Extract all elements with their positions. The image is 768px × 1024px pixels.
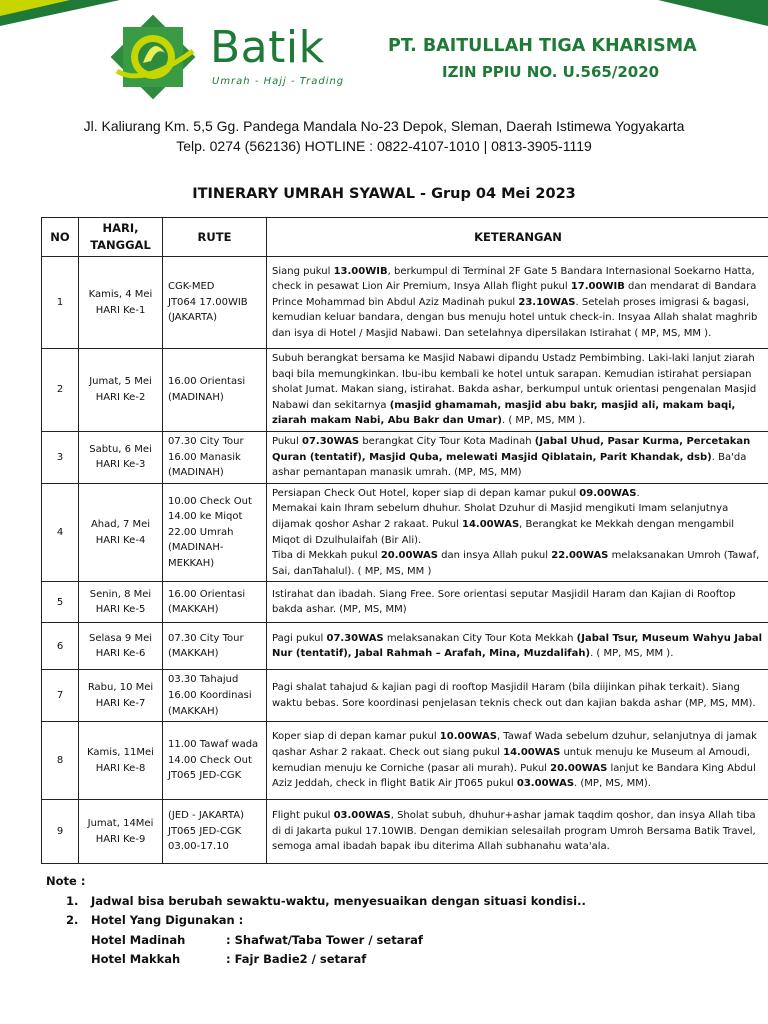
route-line: JT065 JED-CGK [168,825,242,837]
description-highlight: 09.00WAS [579,487,637,499]
row-route [163,431,267,483]
description-text: lanjut ke Bandara King Abdul Aziz Jeddah, check in flight Batik Air JT065 pukul [272,762,756,790]
row-day-number: HARI Ke-6 [95,648,146,660]
table-row [42,722,768,800]
route-line: 14.00 Check Out [168,754,252,766]
row-day [79,257,163,349]
header-day-line2: TANGGAL [90,238,151,252]
row-day-number: HARI Ke-2 [95,391,146,403]
row-description [267,582,768,623]
row-route [163,670,267,722]
row-day [79,483,163,582]
row-number: 7 [42,670,79,722]
description-highlight: 03.00WAS [333,810,391,822]
table-row [42,582,768,623]
itinerary-body [42,257,768,864]
description-highlight: 07.30WAS [326,632,384,644]
description-highlight: 13.00WIB [333,265,388,277]
route-line: 07.30 City Tour [168,435,244,447]
description-text: Tiba di Mekkah pukul [272,550,381,562]
description-text: Persiapan Check Out Hotel, koper siap di depan kamar pukul [272,487,580,499]
row-day [79,349,163,432]
row-description [267,623,768,670]
row-day-number: HARI Ke-7 [95,697,146,709]
route-line: 22.00 Umrah [168,526,234,538]
route-line: (MAKKAH) [168,604,219,616]
row-date: Kamis, 4 Mei [88,288,153,300]
hotel-name: : Fajr Badie2 / setaraf [226,952,367,966]
row-description [267,722,768,800]
table-row [42,431,768,483]
hotel-name: : Shafwat/Taba Tower / setaraf [226,932,423,947]
description-text: untuk menuju ke Museum al Amoudi, kemudian menuju ke Corniche (pasar ali murah). Pukul [272,747,751,774]
row-day [79,722,163,800]
row-description [267,670,768,722]
row-number: 1 [42,257,79,349]
route-line: JT065 JED-CGK [168,770,242,782]
row-route [163,800,267,864]
row-day-number: HARI Ke-1 [95,304,146,316]
description-text: Koper siap di depan kamar pukul [272,731,440,743]
row-description [267,431,768,483]
row-number: 8 [42,722,79,800]
row-number: 6 [42,623,79,670]
row-date: Selasa 9 Mei [88,632,153,644]
row-description [267,800,768,864]
row-date: Kamis, 11Mei [87,747,154,758]
description-text: . ( MP, MS, MM ). [501,415,586,427]
row-number: 9 [42,800,79,864]
brand-name: Batik [210,22,325,73]
page-title: ITINERARY UMRAH SYAWAL - Grup 04 Mei 2023 [192,186,576,202]
description-highlight: 20.00WAS [380,550,438,562]
description-highlight: 23.10WAS [518,296,576,308]
note-number: 2. [66,913,79,927]
description-highlight: (Jabal Tsur, Museum Wahyu Jabal Nur (tentatif), Jabal Rahmah – Arafah, Mina, Muzdalifah) [272,632,763,660]
description-text: , Sholat subuh, dhuhur+ashar jamak taqdim qoshor, dan insya Allah tiba di di Jakarta pukul 17.10WIB. Dengan demikian selesailah program Umroh Bersama Batik Travel, semoga amal ibadah bapak ibu diterima Allah subhanahu wata'ala. [272,810,756,853]
license-number: IZIN PPIU NO. U.565/2020 [442,63,660,81]
table-header-row [42,218,768,257]
row-day-number: HARI Ke-9 [95,833,146,845]
row-number: 4 [42,483,79,582]
route-line: 03.30 Tahajud [168,674,239,686]
description-highlight: 17.00WIB [570,281,625,293]
route-line: 10.00 Check Out [168,495,252,507]
hotel-city: Hotel Madinah [91,932,186,947]
route-line: (MADINAH- [168,542,224,554]
description-highlight: 07.30WAS [301,435,360,447]
row-description [267,349,768,432]
route-line: 07.30 City Tour [168,632,244,644]
row-route [163,623,267,670]
description-highlight: 22.00WAS [551,550,609,562]
row-date: Senin, 8 Mei [89,588,152,600]
row-route [163,722,267,800]
row-date: Rabu, 10 Mei [87,682,154,694]
notes-label: Note : [46,874,86,888]
route-line: 03.00-17.10 [168,841,229,853]
description-text: , berkumpul di Terminal 2F Gate 5 Bandara Internasional Soekarno Hatta, check in pesawat Lion Air Premium, Insya Allah flight pukul [272,265,755,293]
note-item: Jadwal bisa berubah sewaktu-waktu, menyesuaikan dengan situasi kondisi.. [91,893,586,908]
route-line: (JED - JAKARTA) [168,810,244,822]
route-line: CGK-MED [168,281,215,293]
route-line: 16.00 Orientasi [168,588,246,600]
table-row [42,670,768,722]
table-row [42,483,768,582]
route-line: 11.00 Tawaf wada [168,739,259,751]
row-route [163,582,267,623]
description-text: Pukul [272,435,302,447]
row-day [79,431,163,483]
route-line: (MAKKAH) [168,705,219,717]
route-line: 16.00 Orientasi [168,376,246,388]
route-line: MEKKAH) [168,557,215,569]
row-route [163,483,267,582]
row-route [163,257,267,349]
description-text: Memakai kain Ihram sebelum dhuhur. Sholat Dzuhur di Masjid mengikuti Imam selanjutnya dijamak qoshor Ashar 2 rakaat. Pukul [272,503,729,530]
row-route [163,349,267,432]
description-text: . Setelah proses imigrasi & bagasi, kemudian keluar bandara, dengan bus menuju hotel untuk check-in. Insyaa Allah shalat maghrib dan isya di Hotel / Masjid Nabawi. Dan setelahnya dipersilakan Istirahat ( MP, MS, MM ). [272,296,758,339]
company-phone: Telp. 0274 (562136) HOTLINE : 0822-4107-1010 | 0813-3905-1119 [176,138,592,154]
row-number: 2 [42,349,79,432]
row-day [79,670,163,722]
note-number: 1. [66,893,79,908]
description-highlight: 14.00WAS [503,747,561,758]
description-text: . (MP, MS, MM). [574,778,651,790]
note-item: Hotel Yang Digunakan : [91,913,244,927]
notes-section [46,872,746,970]
row-description [267,483,768,582]
route-line: (MADINAH) [168,467,224,479]
header-route: RUTE [163,218,267,257]
route-line: JT064 17.00WIB [168,296,248,308]
row-day-number: HARI Ke-4 [95,534,146,546]
header-no: NO [42,218,79,257]
header-day [79,218,163,257]
brand-tagline: Umrah - Hajj - Trading [212,76,345,87]
row-date: Jumat, 5 Mei [89,376,152,388]
description-text: melaksanakan City Tour Kota Mekkah [383,632,577,644]
company-name: PT. BAITULLAH TIGA KHARISMA [388,36,697,56]
description-highlight: 10.00WAS [439,731,497,743]
description-text: , Berangkat ke Mekkah dengan mengambil Miqot di Dzulhulaifah (Bir Ali). [272,518,735,546]
route-line: (MADINAH) [168,391,224,403]
description-text: . ( MP, MS, MM ). [590,648,674,660]
description-text: . [636,487,640,499]
corner-decoration-left-accent [0,0,70,16]
row-number: 5 [42,582,79,623]
description-highlight: 03.00WAS [516,778,575,790]
row-day [79,582,163,623]
table-row [42,623,768,670]
description-text: Istirahat dan ibadah. Siang Free. Sore orientasi seputar Masjidil Haram dan Kajian di Rooftop bakda ashar. (MP, MS, MM) [272,588,736,616]
description-text: . Ba'da ashar pemantapan manasik umrah. (MP, MS, MM) [272,451,747,479]
table-row [42,349,768,432]
description-text: , Tawaf Wada sebelum dzuhur, selanjutnya di jamak qashar Ashar 2 rakaat. Check out siang pukul [272,731,757,758]
hotel-city: Hotel Makkah [91,952,181,966]
row-number: 3 [42,431,79,483]
description-text: berangkat City Tour Kota Madinah [359,435,535,447]
header-day-line1: HARI, [102,221,139,235]
description-text: Pagi pukul [272,632,327,644]
corner-decoration-right [658,0,768,26]
company-address: Jl. Kaliurang Km. 5,5 Gg. Pandega Mandala No-23 Depok, Sleman, Daerah Istimewa Yogyakarta [83,118,685,134]
route-line: (JAKARTA) [168,312,218,324]
description-highlight: 20.00WAS [550,762,608,774]
description-text: Subuh berangkat bersama ke Masjid Nabawi dipandu Ustadz Pembimbing. Laki-laki lanjut ziarah baqi bila memungkinkan. Ibu-ibu kembali ke hotel untuk sarapan. Kemudian istirahat persiapan sholat Jumat. Makan siang, istirahat. Bakda ashar, berkumpul untuk orientasi pengenalan Masjid Nabawi dan sekitarnya [272,353,757,411]
row-date: Ahad, 7 Mei [90,518,151,530]
route-line: 16.00 Koordinasi [168,689,252,701]
row-date: Sabtu, 6 Mei [89,443,152,455]
description-highlight: (masjid ghamamah, masjid abu bakr, masjid ali, makam baqi, ziarah makam Nabi, Abu Bakr dan Umar) [272,399,736,427]
description-highlight: (Jabal Uhud, Pasar Kurma, Percetakan Quran (tentatif), Masjid Quba, melewati Masjid Qiblatain, Parit Khandak, dsb) [272,435,751,463]
route-line: 16.00 Manasik [168,451,241,463]
description-text: Siang pukul [272,265,334,277]
row-day [79,623,163,670]
header-notes: KETERANGAN [267,218,768,257]
description-text: Pagi shalat tahajud & kajian pagi di rooftop Masjidil Haram (bila diijinkan pihak terkait). Siang waktu bebas. Sore koordinasi penjelasan teknis check out dan kajian bakda ashar (MP, MS, MM). [272,682,756,709]
row-day-number: HARI Ke-3 [95,459,146,471]
description-text: dan insya Allah pukul [438,550,552,562]
description-text: Flight pukul [272,810,334,822]
table-row [42,800,768,864]
row-description [267,257,768,349]
description-highlight: 14.00WAS [462,518,520,530]
description-text: melaksanakan Umroh (Tawaf, Sai, danTahalul). ( MP, MS, MM ) [272,550,760,577]
itinerary-table [41,217,768,864]
row-day-number: HARI Ke-5 [95,604,146,616]
row-day-number: HARI Ke-8 [95,762,146,774]
table-row [42,257,768,349]
row-date: Jumat, 14Mei [87,818,154,829]
row-day [79,800,163,864]
description-text: dan mendarat di Bandara Prince Mohammad bin Abdul Aziz Madinah pukul [272,281,757,308]
route-line: (MAKKAH) [168,648,219,660]
route-line: 14.00 ke Miqot [168,511,243,523]
